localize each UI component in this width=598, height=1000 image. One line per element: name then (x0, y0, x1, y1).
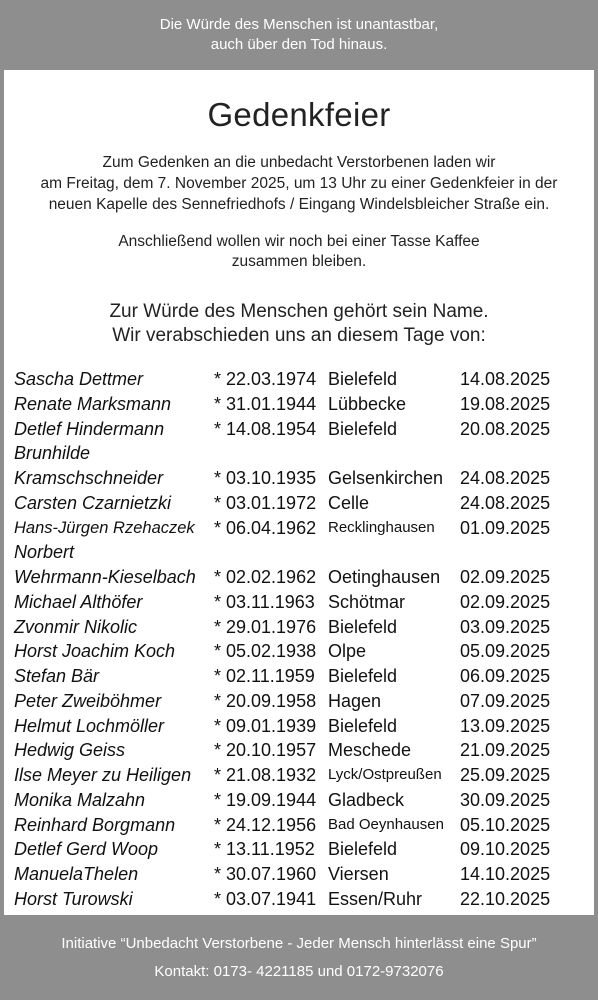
invitation-line-3: neuen Kapelle des Sennefriedhofs / Eingang Windelsbleicher Straße ein. (48, 196, 550, 213)
notice-body (4, 70, 594, 915)
invitation-text (4, 152, 594, 215)
death-date: 13.09.2025 (460, 715, 551, 736)
list-item (14, 837, 589, 862)
death-date: 21.09.2025 (460, 740, 551, 761)
birth-date: * 03.11.1963 (214, 591, 315, 612)
death-date: 05.09.2025 (460, 641, 551, 662)
list-item (14, 639, 589, 664)
list-item (14, 615, 589, 640)
death-date: 19.08.2025 (460, 393, 551, 414)
birth-place: Essen/Ruhr (328, 888, 423, 909)
birth-place: Bad Oeynhausen (328, 815, 444, 833)
person-name: Detlef Gerd Woop (14, 839, 159, 860)
list-item (14, 738, 589, 763)
person-name: Hedwig Geiss (14, 740, 126, 761)
death-date: 24.08.2025 (460, 468, 551, 488)
birth-place: Gelsenkirchen (328, 468, 444, 488)
person-name: Carsten Czarnietzki (14, 492, 172, 513)
birth-date: * 24.12.1956 (214, 814, 317, 835)
person-name: Hans-Jürgen Rzehaczek (14, 518, 195, 537)
birth-date: * 03.10.1935 (214, 468, 317, 488)
birth-place: Meschede (328, 740, 412, 761)
birth-date: * 19.09.1944 (214, 789, 317, 810)
list-item (14, 813, 589, 838)
birth-place: Bielefeld (328, 839, 398, 860)
person-name: Renate Marksmann (14, 393, 172, 414)
list-item (14, 540, 589, 565)
birth-date: * 21.08.1932 (214, 765, 317, 785)
birth-date: * 05.02.1938 (214, 641, 317, 662)
person-name: Michael Althöfer (14, 591, 143, 612)
birth-place: Oetinghausen (328, 567, 441, 587)
list-item (14, 763, 589, 788)
dignity-line-2: Wir verabschieden uns an diesem Tage von: (112, 325, 486, 346)
birth-place: Viersen (328, 864, 389, 884)
death-date: 02.09.2025 (460, 591, 551, 612)
death-date: 30.09.2025 (460, 789, 551, 810)
birth-date: * 02.11.1959 (214, 666, 315, 686)
list-item (14, 862, 589, 887)
list-item (14, 590, 589, 615)
person-name: Norbert (14, 542, 75, 563)
birth-place: Bielefeld (328, 616, 398, 637)
birth-date: * 02.02.1962 (214, 567, 317, 587)
death-date: 06.09.2025 (460, 666, 551, 686)
deceased-list (14, 367, 589, 912)
person-name: Peter Zweiböhmer (14, 690, 162, 711)
birth-date: * 09.01.1939 (214, 715, 317, 736)
birth-date: * 20.09.1958 (214, 690, 317, 711)
person-name: Helmut Lochmöller (14, 715, 165, 736)
person-name: Brunhilde (14, 443, 91, 464)
person-name: Monika Malzahn (14, 789, 146, 810)
person-name: Detlef Hindermann (14, 418, 165, 439)
birth-place: Olpe (328, 641, 367, 662)
death-date: 20.08.2025 (460, 418, 551, 439)
coffee-line-2: zusammen bleiben. (231, 253, 367, 270)
person-name: Stefan Bär (14, 666, 100, 686)
person-name: Zvonmir Nikolic (14, 616, 138, 637)
birth-place: Celle (328, 492, 370, 513)
dignity-line-1: Zur Würde des Menschen gehört sein Name. (109, 301, 489, 322)
list-item (14, 714, 589, 739)
birth-place: Hagen (328, 690, 382, 711)
person-name: Horst Turowski (14, 888, 133, 909)
birth-date: * 29.01.1976 (214, 616, 317, 637)
death-date: 24.08.2025 (460, 492, 551, 513)
list-item (14, 367, 589, 392)
birth-date: * 20.10.1957 (214, 740, 317, 761)
footer-banner (0, 915, 598, 1000)
header-line-2: auch über den Tod hinaus. (210, 36, 388, 53)
death-date: 22.10.2025 (460, 888, 551, 909)
header-line-1: Die Würde des Menschen ist unantastbar, (159, 16, 439, 33)
person-name: Reinhard Borgmann (14, 814, 176, 835)
death-date: 14.08.2025 (460, 369, 551, 389)
death-date: 25.09.2025 (460, 765, 551, 785)
list-item (14, 392, 589, 417)
coffee-line-1: Anschließend wollen wir noch bei einer Tasse Kaffee (118, 233, 480, 250)
death-date: 02.09.2025 (460, 567, 551, 587)
birth-date: * 03.01.1972 (214, 492, 317, 513)
list-item (14, 417, 589, 442)
person-name: Wehrmann-Kieselbach (14, 567, 196, 587)
page-title: Gedenkfeier (207, 96, 391, 133)
death-date: 07.09.2025 (460, 690, 551, 711)
death-date: 09.10.2025 (460, 839, 551, 860)
birth-place: Schötmar (328, 591, 406, 612)
death-date: 03.09.2025 (460, 616, 551, 637)
birth-date: * 13.11.1952 (214, 839, 315, 860)
list-item (14, 689, 589, 714)
list-item (14, 466, 589, 491)
person-name: Kramschschneider (14, 468, 164, 488)
birth-place: Lübbecke (328, 393, 407, 414)
birth-date: * 06.04.1962 (214, 517, 317, 538)
list-item (14, 788, 589, 813)
coffee-text (4, 232, 594, 272)
birth-place: Bielefeld (328, 666, 398, 686)
person-name: ManuelaThelen (14, 864, 139, 884)
list-item (14, 491, 589, 516)
birth-date: * 22.03.1974 (214, 369, 317, 389)
birth-date: * 14.08.1954 (214, 418, 317, 439)
invitation-line-2: am Freitag, dem 7. November 2025, um 13 Uhr zu einer Gedenkfeier in der (40, 175, 558, 192)
birth-place: Gladbeck (328, 789, 405, 810)
list-item (14, 565, 589, 590)
birth-date: * 30.07.1960 (214, 864, 317, 884)
birth-place: Lyck/Ostpreußen (328, 766, 442, 783)
death-date: 14.10.2025 (460, 864, 551, 884)
initiative-text: Initiative “Unbedacht Verstorbene - Jeder Mensch hinterlässt eine Spur” (61, 934, 537, 952)
header-banner (0, 0, 598, 70)
death-date: 01.09.2025 (460, 517, 551, 538)
birth-place: Recklinghausen (328, 518, 435, 536)
birth-place: Bielefeld (328, 369, 398, 389)
person-name: Ilse Meyer zu Heiligen (14, 765, 192, 785)
birth-date: * 31.01.1944 (214, 393, 317, 414)
person-name: Sascha Dettmer (14, 369, 144, 389)
death-date: 05.10.2025 (460, 814, 551, 835)
dignity-text (4, 300, 594, 348)
list-item (14, 441, 589, 466)
person-name: Horst Joachim Koch (14, 641, 176, 662)
list-item (14, 664, 589, 689)
list-item (14, 516, 589, 541)
invitation-line-1: Zum Gedenken an die unbedacht Verstorbenen laden wir (102, 154, 496, 171)
list-item (14, 887, 589, 912)
birth-place: Bielefeld (328, 418, 398, 439)
birth-date: * 03.07.1941 (214, 888, 317, 909)
birth-place: Bielefeld (328, 715, 398, 736)
contact-text: Kontakt: 0173- 4221185 und 0172-9732076 (154, 962, 444, 980)
